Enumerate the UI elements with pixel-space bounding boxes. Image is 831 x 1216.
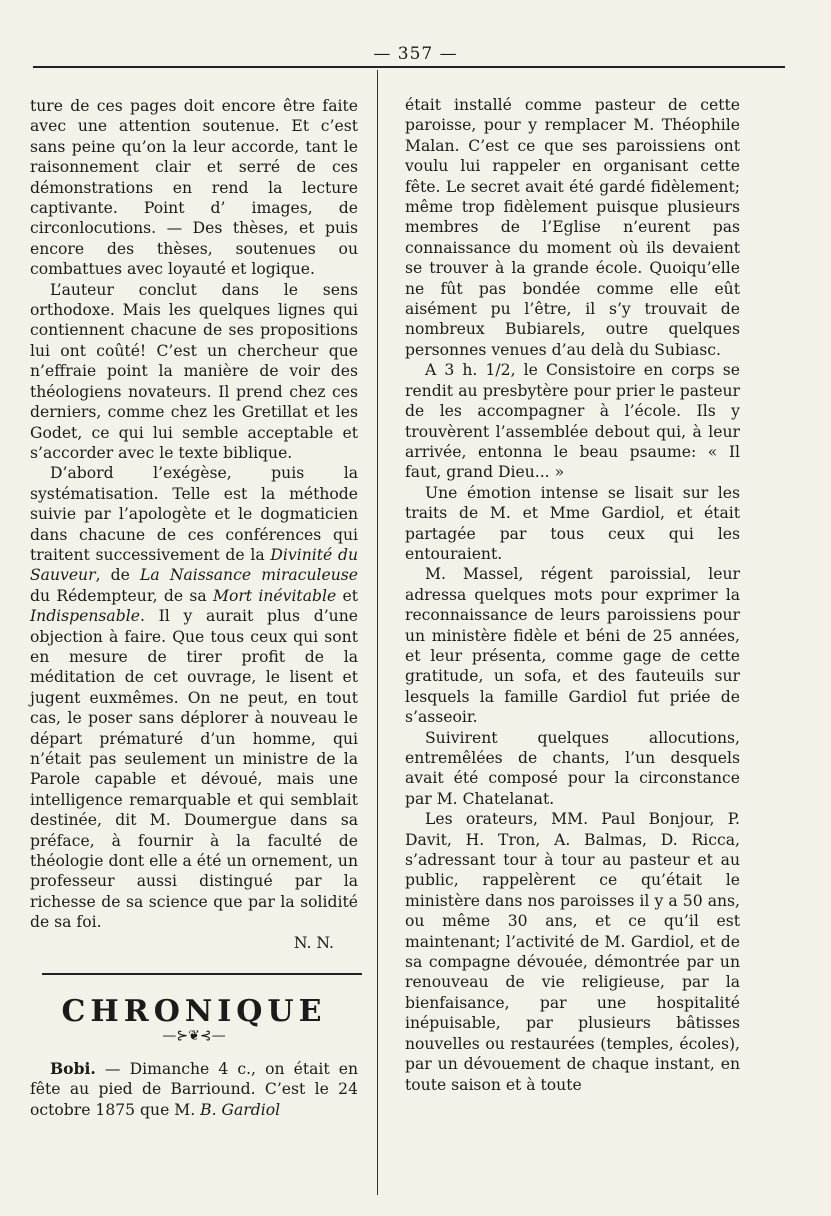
italic-title: Mort inévitable — [212, 586, 337, 605]
text-run: et — [336, 586, 359, 605]
text-run: — Dimanche 4 c., on était en fête au pied de Barriound. C’est le 24 octobre 1875 que M. — [30, 1060, 358, 1119]
left-column — [30, 96, 358, 1120]
section-rule — [42, 973, 362, 975]
page-number: — 357 — — [373, 44, 458, 64]
text-run: . Il y aurait plus d’une objection à faire. Que tous ceux qui sont en mesure de tirer profit de la méditation de cet ouvrage, le lisent et jugent euxmêmes. On ne peut, en tout cas, le poser sans déplorer à nouveau le départ prématuré d’un homme, qui n’était pas seulement un ministre de la Parole capable et dévoué, mais une intelligence remarquable et qui semblait destinée, dit M. Doumergue dans sa préface, à fournir à la faculté de théologie dont elle a été un ornement, un professeur aussi distingué par la richesse de sa science que par la solidité de sa foi. — [30, 607, 358, 932]
chronicle-heading: CHRONIQUE — [61, 994, 327, 1030]
italic-title: Indispensable — [30, 607, 140, 626]
right-column — [405, 95, 740, 1095]
right-paragraph-2: A 3 h. 1/2, le Consistoire en corps se rendit au presbytère pour prier le pasteur de les accompagner à l’école. Ils y trouvèrent l’assemblée debout qui, à leur arrivée, entonna le beau psaume: « Il faut, grand Dieu... » — [405, 361, 740, 482]
left-paragraph-2: L’auteur conclut dans le sens orthodoxe. Mais les quelques lignes qui contiennent chacune de ses propositions lui ont coûté! C’est un chercheur que n’effraie point la manière de voir des théologiens novateurs. Il prend chez ces derniers, comme chez les Gretillat et les Godet, ce qui lui semble acceptable et s’accorder avec le texte biblique. — [30, 280, 358, 462]
bobi-lead: Bobi. — [50, 1059, 96, 1079]
ornament-flourish: —⊱❦⊰— — [162, 1028, 226, 1045]
text-run: , de — [95, 566, 141, 585]
left-paragraph-3 — [30, 463, 358, 932]
right-paragraph-5: Suivirent quelques allocutions, entremêlées de chants, l’un desquels avait été composé pour la circonstance par M. Chatelanat. — [405, 728, 740, 808]
column-divider — [377, 70, 378, 1195]
header-rule — [33, 66, 785, 68]
right-paragraph-3: Une émotion intense se lisait sur les traits de M. et Mme Gardiol, et était partagée par tous ceux qui les entouraient. — [405, 483, 740, 563]
right-paragraph-6: Les orateurs, MM. Paul Bonjour, P. Davit, H. Tron, A. Balmas, D. Ricca, s’adressant tour à tour au pasteur et au public, rappelèrent ce qu’était le ministère dans nos paroisses il y a 50 ans, ou même 30 ans, et ce qu’il est maintenant; l’activité de M. Gardiol, et de sa compagne dévouée, démontrée par un renouveau de vie religieuse, par la bienfaisance, par une hospitalité inépuisable, par plusieurs bâtisses nouvelles ou restaurées (temples, écoles), par un dévouement de chaque instant, en toute saison et à toute — [405, 810, 740, 1094]
signature: N. N. — [293, 933, 334, 952]
left-paragraph-1: ture de ces pages doit encore être faite avec une attention soutenue. Et c’est sans peine qu’on la leur accorde, tant le raisonnement clair et serré de ces démonstrations en rend la lecture captivante. Point d’ images, de circonlocutions. — Des thèses, et puis encore des thèses, soutenues ou combattues avec loyauté et logique. — [30, 97, 358, 279]
right-paragraph-1: était installé comme pasteur de cette paroisse, pour y remplacer M. Théophile Malan. C’est ce que ses paroissiens ont voulu lui rappeler en organisant cette fête. Le secret avait été gardé fidèlement; même trop fidèlement puisque plusieurs membres de l’Eglise n’eurent pas connaissance du moment où ils devaient se trouver à la grande école. Quoiqu’elle ne fût pas bondée comme elle eût aisément pu l’être, il s’y trouvait de nombreux Bubiarels, outre quelques personnes venues d’au delà du Subiasc. — [405, 96, 740, 359]
italic-title: La Naissance miraculeuse — [140, 566, 358, 585]
italic-title: Divinité du Sauveur — [30, 545, 358, 585]
text-run: du Rédempteur, de sa — [30, 586, 213, 605]
text-run: D’abord l’exégèse, puis la systématisation. Telle est la méthode suivie par l’apologète et le dogmaticien dans chacune de ces conférences qui traitent successivement de la — [30, 464, 358, 564]
right-paragraph-4: M. Massel, régent paroissial, leur adressa quelques mots pour exprimer la reconnaissance de leurs paroissiens pour un ministère fidèle et béni de 25 années, et leur présenta, comme gage de cette gratitude, un sofa, et des fauteuils sur lesquels la famille Gardiol fut priée de s’asseoir. — [405, 565, 740, 727]
bobi-paragraph — [30, 1059, 358, 1120]
italic-name: B. Gardiol — [200, 1100, 281, 1119]
